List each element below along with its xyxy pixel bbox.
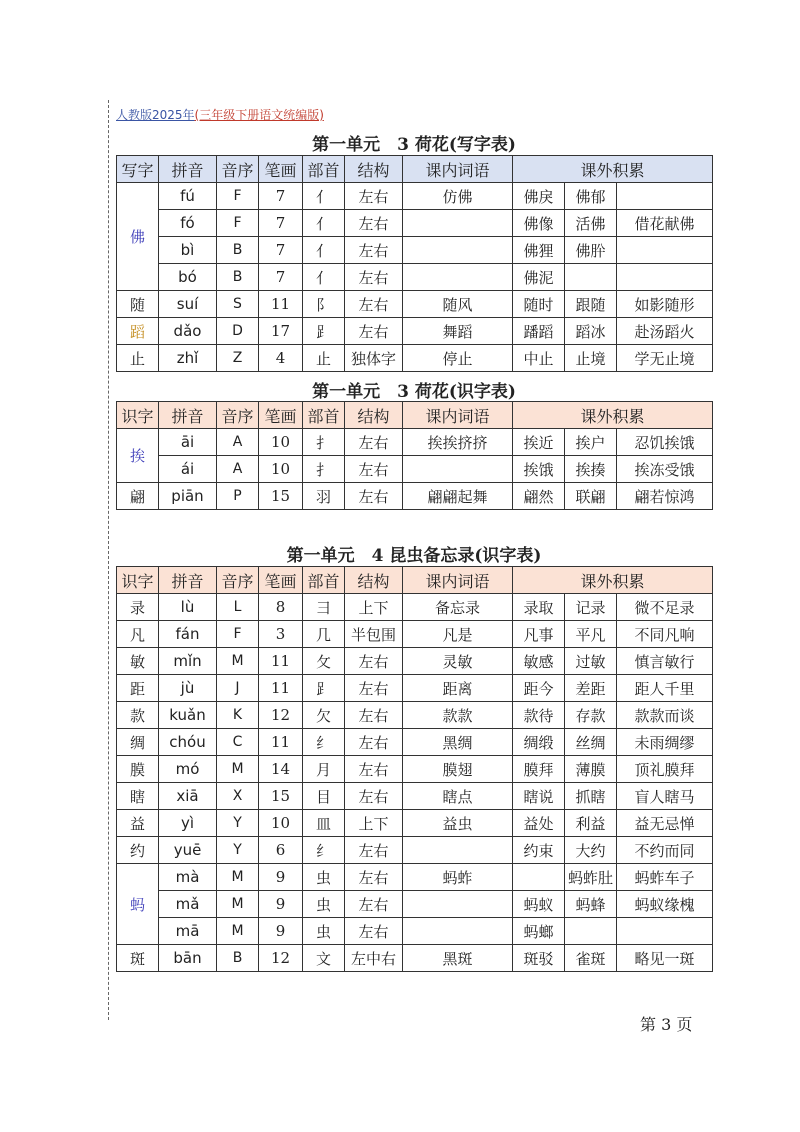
stroke-count-cell: 9 — [259, 864, 303, 891]
extra-word-cell: 止境 — [565, 345, 617, 372]
table-row — [117, 945, 713, 972]
idiom-cell — [617, 237, 713, 264]
initial-cell: P — [217, 483, 259, 510]
extra-word-cell: 利益 — [565, 810, 617, 837]
column-header: 课内词语 — [403, 156, 513, 183]
stroke-count-cell: 7 — [259, 237, 303, 264]
idiom-cell: 如影随形 — [617, 291, 713, 318]
stroke-count-cell: 15 — [259, 483, 303, 510]
radical-cell: 虫 — [303, 864, 345, 891]
pinyin-cell: āi — [159, 429, 217, 456]
extra-word-cell: 敏感 — [513, 648, 565, 675]
column-header: 拼音 — [159, 156, 217, 183]
radical-cell: 欠 — [303, 702, 345, 729]
table-row — [117, 810, 713, 837]
recognize-char-table — [116, 566, 713, 972]
structure-cell: 左右 — [345, 891, 403, 918]
table-header-row — [117, 567, 713, 594]
extra-word-cell: 薄膜 — [565, 756, 617, 783]
extra-word-cell: 绸缎 — [513, 729, 565, 756]
extra-word-cell: 蹯蹈 — [513, 318, 565, 345]
column-header: 部首 — [303, 402, 345, 429]
structure-cell: 左右 — [345, 264, 403, 291]
extra-word-cell: 蚂蚱肚 — [565, 864, 617, 891]
lesson-word-cell: 灵敏 — [403, 648, 513, 675]
pinyin-cell: bó — [159, 264, 217, 291]
column-header: 课外积累 — [513, 156, 713, 183]
table-row — [117, 756, 713, 783]
table-row — [117, 648, 713, 675]
initial-cell: B — [217, 264, 259, 291]
initial-cell: M — [217, 648, 259, 675]
extra-word-cell: 差距 — [565, 675, 617, 702]
initial-cell: A — [217, 429, 259, 456]
structure-cell: 左右 — [345, 756, 403, 783]
page-number: 第 3 页 — [640, 1015, 693, 1034]
table-row — [117, 318, 713, 345]
structure-cell: 左右 — [345, 456, 403, 483]
idiom-cell: 不同凡响 — [617, 621, 713, 648]
document-header — [116, 106, 324, 123]
lesson-word-cell: 蚂蚱 — [403, 864, 513, 891]
structure-cell: 左右 — [345, 729, 403, 756]
character-cell: 膜 — [117, 756, 159, 783]
binding-margin-line — [108, 100, 109, 1020]
idiom-cell: 略见一斑 — [617, 945, 713, 972]
pinyin-cell: fán — [159, 621, 217, 648]
initial-cell: X — [217, 783, 259, 810]
table-row — [117, 429, 713, 456]
initial-cell: Y — [217, 810, 259, 837]
idiom-cell: 挨冻受饿 — [617, 456, 713, 483]
lesson-word-cell — [403, 456, 513, 483]
stroke-count-cell: 7 — [259, 264, 303, 291]
lesson-word-cell — [403, 918, 513, 945]
lesson-word-cell: 凡是 — [403, 621, 513, 648]
character-cell: 挨 — [117, 429, 159, 483]
table-row — [117, 621, 713, 648]
radical-cell: 纟 — [303, 729, 345, 756]
radical-cell: 目 — [303, 783, 345, 810]
table-row — [117, 483, 713, 510]
recognize-char-table — [116, 401, 713, 510]
radical-cell: 止 — [303, 345, 345, 372]
lesson-word-cell: 仿佛 — [403, 183, 513, 210]
structure-cell: 左右 — [345, 429, 403, 456]
character-cell: 凡 — [117, 621, 159, 648]
stroke-count-cell: 9 — [259, 918, 303, 945]
idiom-cell: 慎言敏行 — [617, 648, 713, 675]
extra-word-cell: 蹈冰 — [565, 318, 617, 345]
column-header: 拼音 — [159, 402, 217, 429]
extra-word-cell: 瞎说 — [513, 783, 565, 810]
pinyin-cell: mà — [159, 864, 217, 891]
structure-cell: 独体字 — [345, 345, 403, 372]
initial-cell: F — [217, 621, 259, 648]
initial-cell: F — [217, 183, 259, 210]
structure-cell: 左右 — [345, 648, 403, 675]
extra-word-cell: 挨户 — [565, 429, 617, 456]
structure-cell: 左右 — [345, 318, 403, 345]
radical-cell: 虫 — [303, 891, 345, 918]
idiom-cell: 蚂蚱车子 — [617, 864, 713, 891]
character-cell: 敏 — [117, 648, 159, 675]
character-cell: 随 — [117, 291, 159, 318]
stroke-count-cell: 8 — [259, 594, 303, 621]
table-row — [117, 456, 713, 483]
column-header: 部首 — [303, 156, 345, 183]
column-header: 课内词语 — [403, 402, 513, 429]
radical-cell: 阝 — [303, 291, 345, 318]
extra-word-cell: 挨饿 — [513, 456, 565, 483]
idiom-cell: 顶礼膜拜 — [617, 756, 713, 783]
table-row — [117, 675, 713, 702]
column-header: 结构 — [345, 567, 403, 594]
pinyin-cell: fó — [159, 210, 217, 237]
column-header: 课内词语 — [403, 567, 513, 594]
column-header: 识字 — [117, 402, 159, 429]
stroke-count-cell: 14 — [259, 756, 303, 783]
extra-word-cell — [565, 918, 617, 945]
table-row — [117, 918, 713, 945]
structure-cell: 左右 — [345, 918, 403, 945]
table-row — [117, 291, 713, 318]
initial-cell: M — [217, 864, 259, 891]
pinyin-cell: chóu — [159, 729, 217, 756]
stroke-count-cell: 10 — [259, 810, 303, 837]
extra-word-cell: 佛泥 — [513, 264, 565, 291]
idiom-cell: 蚂蚁缘槐 — [617, 891, 713, 918]
extra-word-cell: 抓瞎 — [565, 783, 617, 810]
table-header-row — [117, 402, 713, 429]
extra-word-cell: 存款 — [565, 702, 617, 729]
structure-cell: 半包围 — [345, 621, 403, 648]
idiom-cell — [617, 918, 713, 945]
stroke-count-cell: 17 — [259, 318, 303, 345]
character-cell: 翩 — [117, 483, 159, 510]
column-header: 拼音 — [159, 567, 217, 594]
extra-word-cell: 佛郁 — [565, 183, 617, 210]
section-title: 第一单元 3 荷花(识字表) — [312, 382, 516, 402]
lesson-word-cell: 黑斑 — [403, 945, 513, 972]
idiom-cell: 翩若惊鸿 — [617, 483, 713, 510]
radical-cell: ⻊ — [303, 318, 345, 345]
radical-cell: 月 — [303, 756, 345, 783]
pinyin-cell: zhǐ — [159, 345, 217, 372]
initial-cell: F — [217, 210, 259, 237]
extra-word-cell: 蚂蜂 — [565, 891, 617, 918]
extra-word-cell: 益处 — [513, 810, 565, 837]
edition-label: 人教版2025年 — [116, 108, 195, 122]
lesson-word-cell: 挨挨挤挤 — [403, 429, 513, 456]
lesson-word-cell: 款款 — [403, 702, 513, 729]
extra-word-cell: 丝绸 — [565, 729, 617, 756]
stroke-count-cell: 10 — [259, 429, 303, 456]
column-header: 笔画 — [259, 402, 303, 429]
lesson-word-cell: 膜翅 — [403, 756, 513, 783]
pinyin-cell: suí — [159, 291, 217, 318]
radical-cell: 扌 — [303, 429, 345, 456]
table-row — [117, 729, 713, 756]
stroke-count-cell: 11 — [259, 729, 303, 756]
character-cell: 止 — [117, 345, 159, 372]
table-row — [117, 237, 713, 264]
pinyin-cell: mó — [159, 756, 217, 783]
table-row — [117, 891, 713, 918]
lesson-word-cell — [403, 837, 513, 864]
structure-cell: 左右 — [345, 183, 403, 210]
radical-cell: 亻 — [303, 210, 345, 237]
stroke-count-cell: 12 — [259, 702, 303, 729]
character-cell: 绸 — [117, 729, 159, 756]
idiom-cell: 未雨绸缪 — [617, 729, 713, 756]
radical-cell: 扌 — [303, 456, 345, 483]
radical-cell: 攵 — [303, 648, 345, 675]
initial-cell: C — [217, 729, 259, 756]
column-header: 部首 — [303, 567, 345, 594]
extra-word-cell: 中止 — [513, 345, 565, 372]
lesson-word-cell: 舞蹈 — [403, 318, 513, 345]
table-row — [117, 264, 713, 291]
pinyin-cell: dǎo — [159, 318, 217, 345]
pinyin-cell: piān — [159, 483, 217, 510]
extra-word-cell: 雀斑 — [565, 945, 617, 972]
extra-word-cell: 记录 — [565, 594, 617, 621]
initial-cell: M — [217, 918, 259, 945]
stroke-count-cell: 9 — [259, 891, 303, 918]
structure-cell: 左右 — [345, 237, 403, 264]
lesson-word-cell: 距离 — [403, 675, 513, 702]
radical-cell: 几 — [303, 621, 345, 648]
initial-cell: S — [217, 291, 259, 318]
column-header: 音序 — [217, 567, 259, 594]
table-row — [117, 702, 713, 729]
stroke-count-cell: 6 — [259, 837, 303, 864]
extra-word-cell — [513, 864, 565, 891]
structure-cell: 左右 — [345, 675, 403, 702]
idiom-cell: 赴汤蹈火 — [617, 318, 713, 345]
character-cell: 斑 — [117, 945, 159, 972]
extra-word-cell: 款待 — [513, 702, 565, 729]
column-header: 笔画 — [259, 156, 303, 183]
extra-word-cell: 活佛 — [565, 210, 617, 237]
idiom-cell: 借花献佛 — [617, 210, 713, 237]
character-cell: 约 — [117, 837, 159, 864]
character-cell: 瞎 — [117, 783, 159, 810]
stroke-count-cell: 12 — [259, 945, 303, 972]
structure-cell: 上下 — [345, 810, 403, 837]
initial-cell: K — [217, 702, 259, 729]
idiom-cell: 忍饥挨饿 — [617, 429, 713, 456]
structure-cell: 左右 — [345, 864, 403, 891]
character-cell: 佛 — [117, 183, 159, 291]
extra-word-cell: 挨揍 — [565, 456, 617, 483]
stroke-count-cell: 15 — [259, 783, 303, 810]
column-header: 识字 — [117, 567, 159, 594]
extra-word-cell: 挨近 — [513, 429, 565, 456]
pinyin-cell: yuē — [159, 837, 217, 864]
structure-cell: 左中右 — [345, 945, 403, 972]
extra-word-cell: 约束 — [513, 837, 565, 864]
character-cell: 距 — [117, 675, 159, 702]
table-row — [117, 345, 713, 372]
structure-cell: 左右 — [345, 291, 403, 318]
radical-cell: 亻 — [303, 264, 345, 291]
radical-cell: 纟 — [303, 837, 345, 864]
stroke-count-cell: 4 — [259, 345, 303, 372]
structure-cell: 左右 — [345, 783, 403, 810]
stroke-count-cell: 11 — [259, 675, 303, 702]
initial-cell: M — [217, 756, 259, 783]
stroke-count-cell: 3 — [259, 621, 303, 648]
stroke-count-cell: 11 — [259, 648, 303, 675]
pinyin-cell: ái — [159, 456, 217, 483]
pinyin-cell: jù — [159, 675, 217, 702]
pinyin-cell: fú — [159, 183, 217, 210]
lesson-word-cell — [403, 237, 513, 264]
table-row — [117, 210, 713, 237]
idiom-cell: 盲人瞎马 — [617, 783, 713, 810]
grade-label: (三年级下册语文统编版) — [194, 108, 324, 122]
extra-word-cell: 随时 — [513, 291, 565, 318]
column-header: 音序 — [217, 402, 259, 429]
extra-word-cell: 佛像 — [513, 210, 565, 237]
structure-cell: 上下 — [345, 594, 403, 621]
pinyin-cell: kuǎn — [159, 702, 217, 729]
initial-cell: B — [217, 237, 259, 264]
idiom-cell — [617, 264, 713, 291]
pinyin-cell: mǐn — [159, 648, 217, 675]
idiom-cell: 距人千里 — [617, 675, 713, 702]
radical-cell: 彐 — [303, 594, 345, 621]
column-header: 写字 — [117, 156, 159, 183]
extra-word-cell: 佛戾 — [513, 183, 565, 210]
pinyin-cell: bì — [159, 237, 217, 264]
character-cell: 录 — [117, 594, 159, 621]
extra-word-cell — [565, 264, 617, 291]
table-header-row — [117, 156, 713, 183]
extra-word-cell: 斑驳 — [513, 945, 565, 972]
extra-word-cell: 凡事 — [513, 621, 565, 648]
extra-word-cell: 蚂蚁 — [513, 891, 565, 918]
radical-cell: 亻 — [303, 237, 345, 264]
lesson-word-cell: 黑绸 — [403, 729, 513, 756]
section-title: 第一单元 3 荷花(写字表) — [312, 135, 516, 155]
structure-cell: 左右 — [345, 702, 403, 729]
initial-cell: B — [217, 945, 259, 972]
initial-cell: Z — [217, 345, 259, 372]
stroke-count-cell: 7 — [259, 210, 303, 237]
lesson-word-cell: 停止 — [403, 345, 513, 372]
pinyin-cell: yì — [159, 810, 217, 837]
initial-cell: A — [217, 456, 259, 483]
extra-word-cell: 距今 — [513, 675, 565, 702]
extra-word-cell: 过敏 — [565, 648, 617, 675]
lesson-word-cell — [403, 210, 513, 237]
lesson-word-cell — [403, 264, 513, 291]
radical-cell: 文 — [303, 945, 345, 972]
stroke-count-cell: 7 — [259, 183, 303, 210]
extra-word-cell: 录取 — [513, 594, 565, 621]
character-cell: 蚂 — [117, 864, 159, 945]
column-header: 结构 — [345, 156, 403, 183]
idiom-cell — [617, 183, 713, 210]
radical-cell: 皿 — [303, 810, 345, 837]
extra-word-cell: 蚂螂 — [513, 918, 565, 945]
column-header: 音序 — [217, 156, 259, 183]
extra-word-cell: 膜拜 — [513, 756, 565, 783]
pinyin-cell: lù — [159, 594, 217, 621]
initial-cell: L — [217, 594, 259, 621]
extra-word-cell: 佛狸 — [513, 237, 565, 264]
idiom-cell: 款款而谈 — [617, 702, 713, 729]
column-header: 课外积累 — [513, 567, 713, 594]
pinyin-cell: mǎ — [159, 891, 217, 918]
lesson-word-cell — [403, 891, 513, 918]
radical-cell: 羽 — [303, 483, 345, 510]
extra-word-cell: 跟随 — [565, 291, 617, 318]
write-char-table — [116, 155, 713, 372]
idiom-cell: 益无忌惮 — [617, 810, 713, 837]
table-row — [117, 183, 713, 210]
pinyin-cell: bān — [159, 945, 217, 972]
section-title: 第一单元 4 昆虫备忘录(识字表) — [286, 546, 542, 566]
pinyin-cell: mā — [159, 918, 217, 945]
table-row — [117, 837, 713, 864]
stroke-count-cell: 11 — [259, 291, 303, 318]
initial-cell: D — [217, 318, 259, 345]
radical-cell: 亻 — [303, 183, 345, 210]
extra-word-cell: 翩然 — [513, 483, 565, 510]
initial-cell: M — [217, 891, 259, 918]
table-row — [117, 783, 713, 810]
radical-cell: 虫 — [303, 918, 345, 945]
extra-word-cell: 平凡 — [565, 621, 617, 648]
extra-word-cell: 联翩 — [565, 483, 617, 510]
lesson-word-cell: 随风 — [403, 291, 513, 318]
character-cell: 益 — [117, 810, 159, 837]
column-header: 结构 — [345, 402, 403, 429]
extra-word-cell: 佛肸 — [565, 237, 617, 264]
lesson-word-cell: 翩翩起舞 — [403, 483, 513, 510]
table-row — [117, 864, 713, 891]
lesson-word-cell: 益虫 — [403, 810, 513, 837]
structure-cell: 左右 — [345, 837, 403, 864]
lesson-word-cell: 备忘录 — [403, 594, 513, 621]
lesson-word-cell: 瞎点 — [403, 783, 513, 810]
stroke-count-cell: 10 — [259, 456, 303, 483]
idiom-cell: 微不足录 — [617, 594, 713, 621]
structure-cell: 左右 — [345, 210, 403, 237]
table-row — [117, 594, 713, 621]
column-header: 课外积累 — [513, 402, 713, 429]
extra-word-cell: 大约 — [565, 837, 617, 864]
initial-cell: Y — [217, 837, 259, 864]
structure-cell: 左右 — [345, 483, 403, 510]
column-header: 笔画 — [259, 567, 303, 594]
character-cell: 款 — [117, 702, 159, 729]
radical-cell: ⻊ — [303, 675, 345, 702]
idiom-cell: 学无止境 — [617, 345, 713, 372]
initial-cell: J — [217, 675, 259, 702]
idiom-cell: 不约而同 — [617, 837, 713, 864]
character-cell: 蹈 — [117, 318, 159, 345]
pinyin-cell: xiā — [159, 783, 217, 810]
